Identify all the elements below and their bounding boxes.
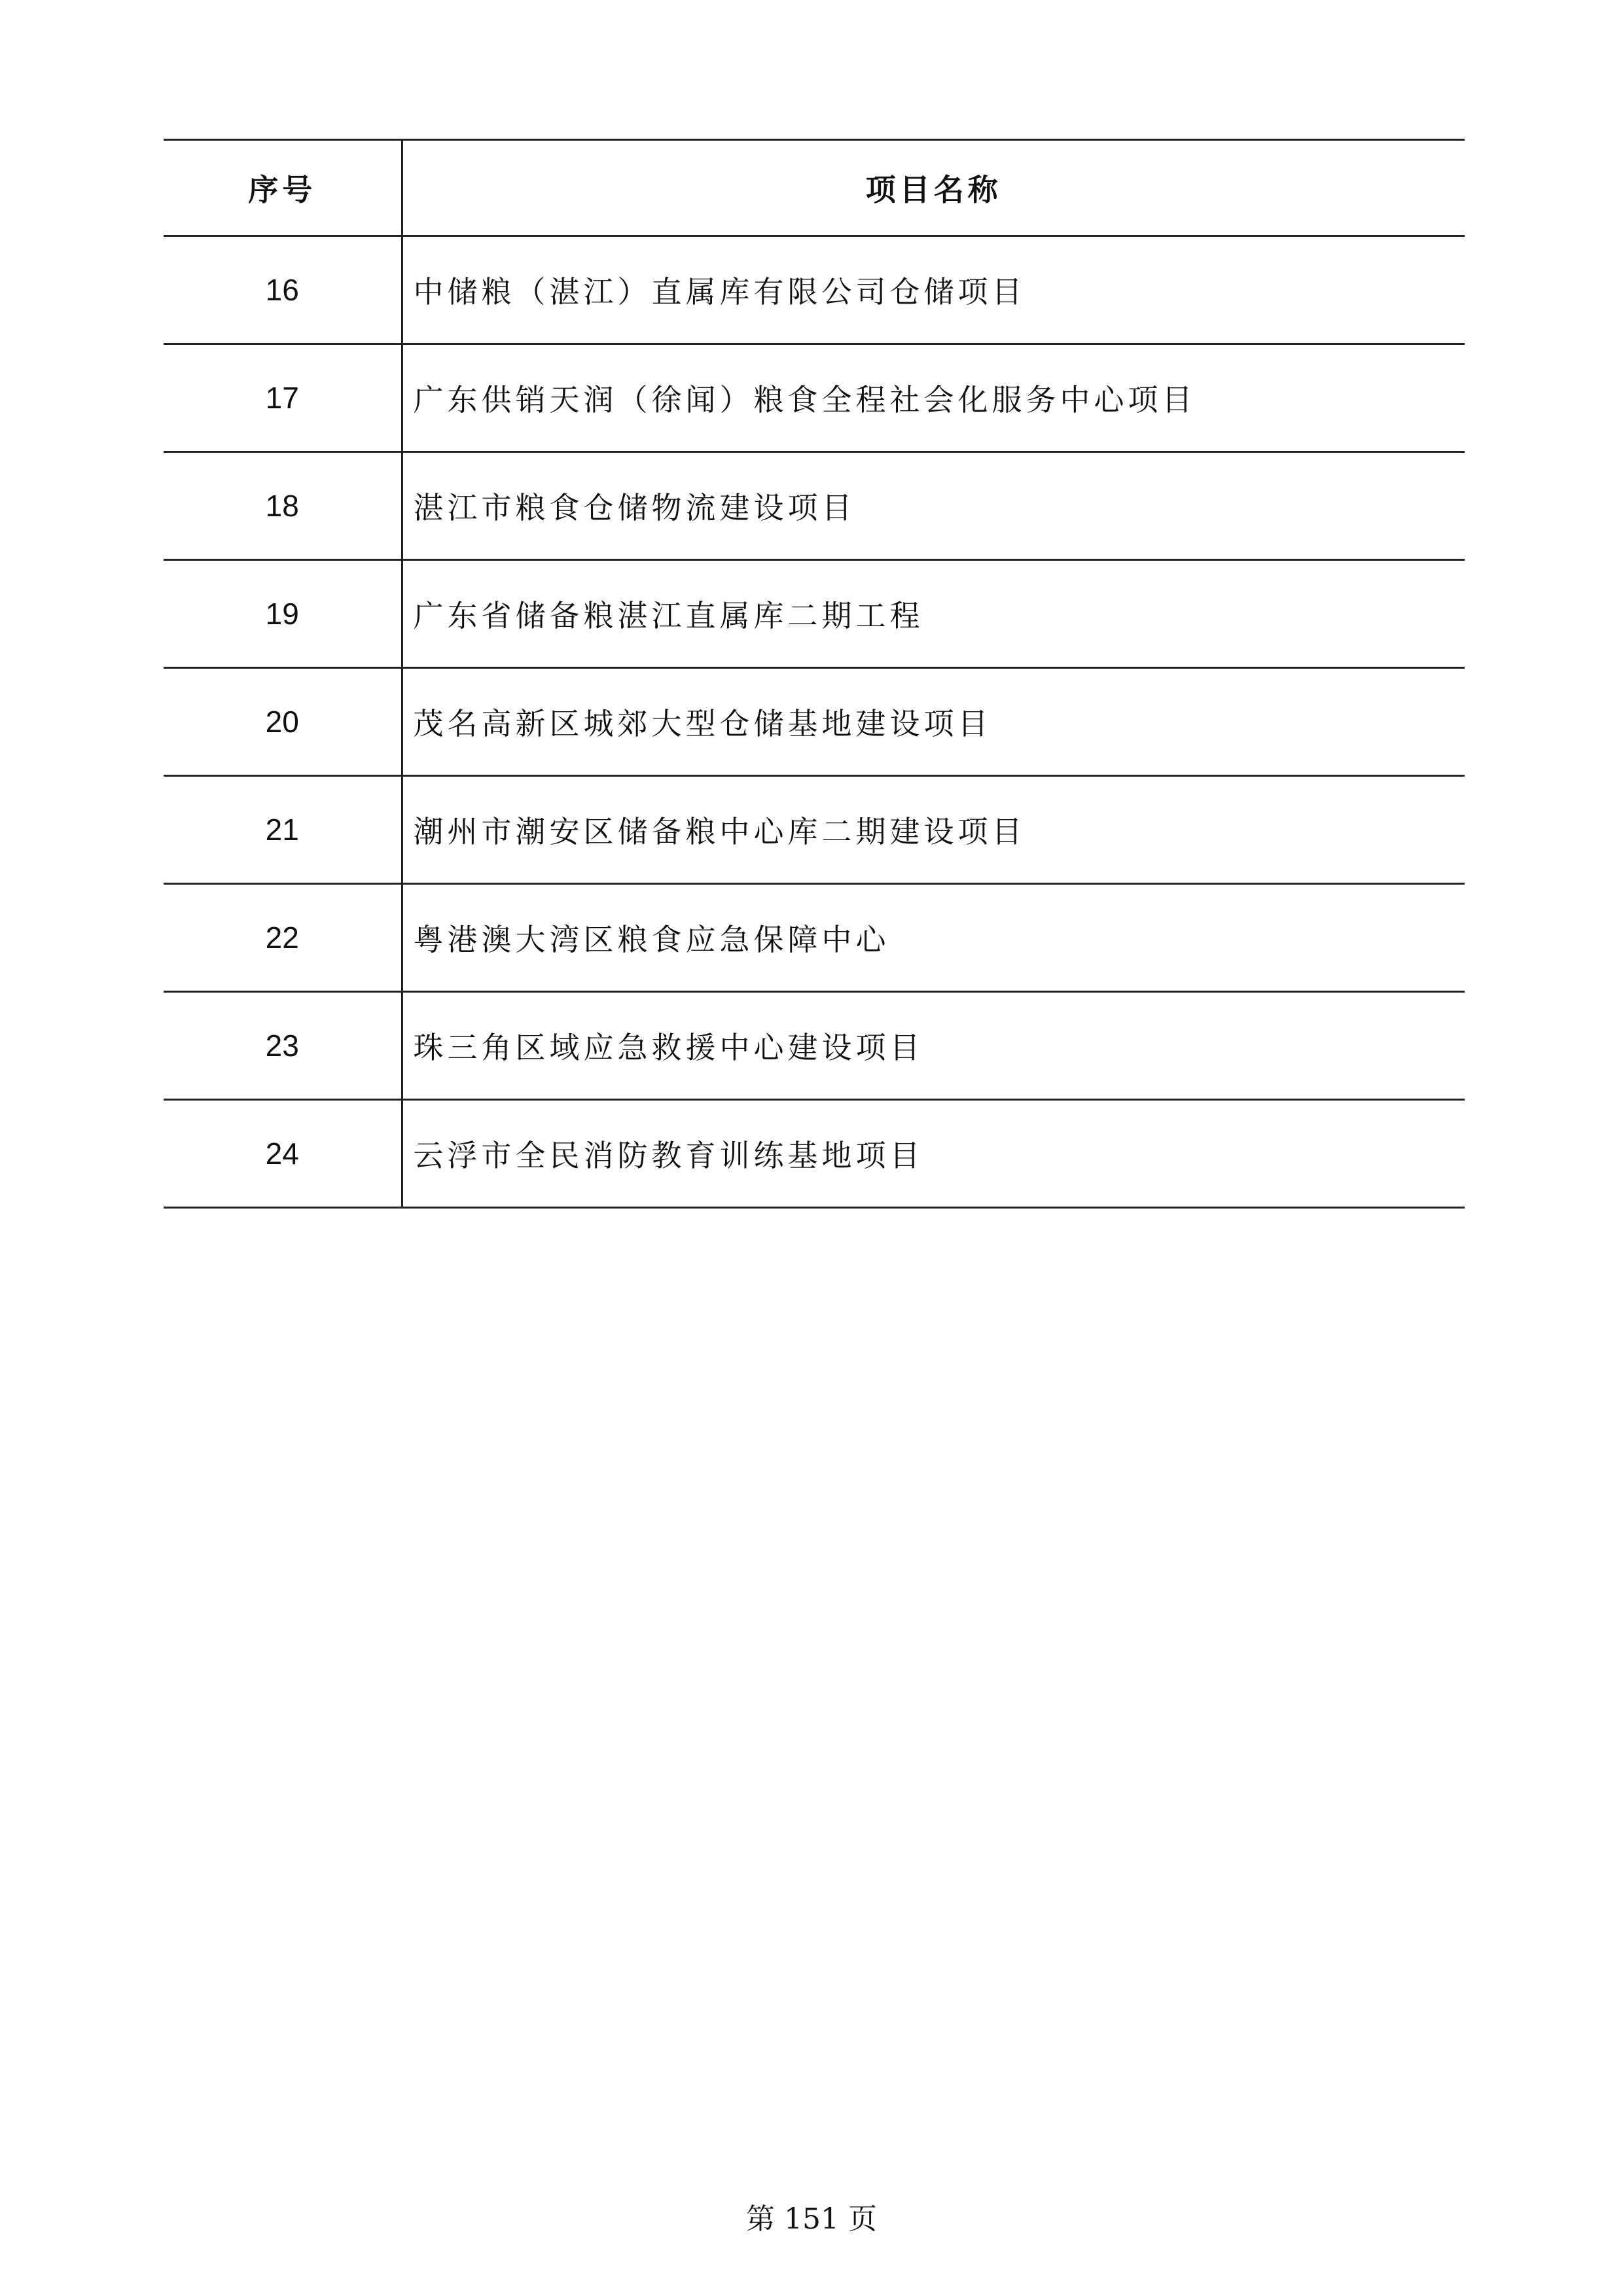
row-project-name: 茂名高新区城郊大型仓储基地建设项目	[402, 668, 1465, 776]
table-row	[164, 560, 1465, 668]
row-index: 23	[164, 992, 402, 1100]
table-header-row	[164, 140, 1465, 236]
row-project-name: 珠三角区域应急救援中心建设项目	[402, 992, 1465, 1100]
header-project-name: 项目名称	[402, 140, 1465, 236]
table-row	[164, 668, 1465, 776]
row-index: 24	[164, 1100, 402, 1208]
table-row	[164, 236, 1465, 344]
row-index: 17	[164, 344, 402, 452]
row-index: 18	[164, 452, 402, 560]
page-number: 第 151 页	[746, 2202, 877, 2236]
row-project-name: 粤港澳大湾区粮食应急保障中心	[402, 884, 1465, 992]
table-row	[164, 776, 1465, 884]
row-project-name: 广东供销天润（徐闻）粮食全程社会化服务中心项目	[402, 344, 1465, 452]
table-row	[164, 1100, 1465, 1208]
row-index: 16	[164, 236, 402, 344]
header-index: 序号	[164, 140, 402, 236]
row-index: 20	[164, 668, 402, 776]
row-project-name: 湛江市粮食仓储物流建设项目	[402, 452, 1465, 560]
row-project-name: 广东省储备粮湛江直属库二期工程	[402, 560, 1465, 668]
table-row	[164, 992, 1465, 1100]
row-index: 19	[164, 560, 402, 668]
row-index: 22	[164, 884, 402, 992]
table-row	[164, 884, 1465, 992]
table-row	[164, 452, 1465, 560]
table-row	[164, 344, 1465, 452]
project-table	[164, 139, 1465, 1209]
row-project-name: 中储粮（湛江）直属库有限公司仓储项目	[402, 236, 1465, 344]
row-index: 21	[164, 776, 402, 884]
row-project-name: 潮州市潮安区储备粮中心库二期建设项目	[402, 776, 1465, 884]
row-project-name: 云浮市全民消防教育训练基地项目	[402, 1100, 1465, 1208]
